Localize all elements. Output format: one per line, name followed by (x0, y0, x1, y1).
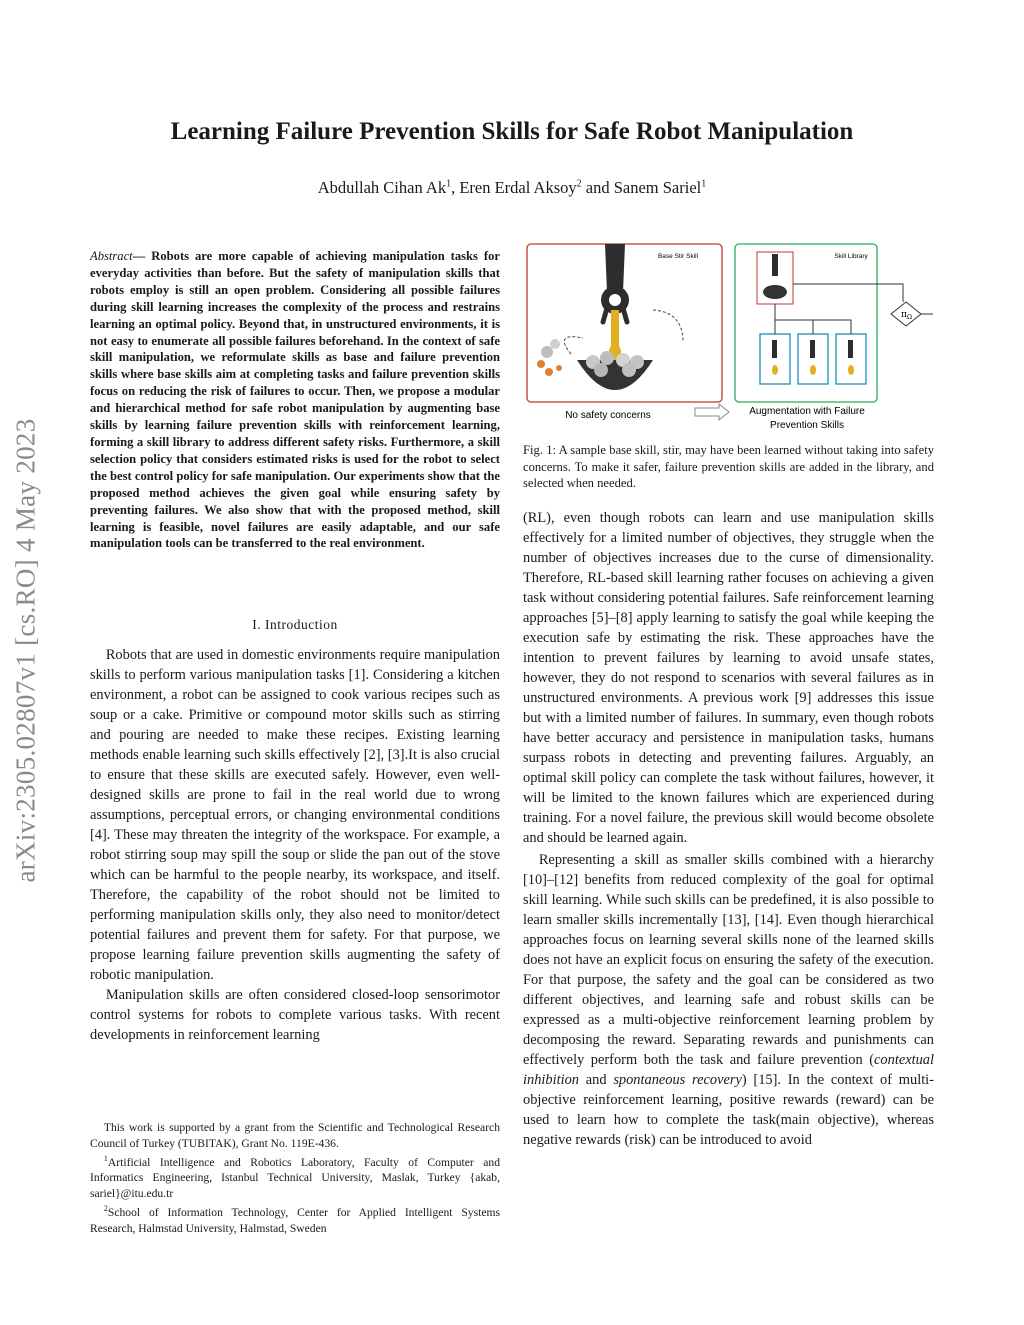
author-name: Eren Erdal Aksoy (459, 178, 577, 197)
body-paragraph (523, 850, 934, 1150)
abstract-dash: — (132, 249, 152, 263)
skill-library-label: Skill Library (834, 253, 868, 260)
author-list (0, 178, 1024, 198)
author-separator: , (451, 178, 460, 197)
figure-1 (523, 242, 935, 434)
abstract-text: Robots are more capable of achieving manipulation tasks for everyday activities than before. But the safety of manipulation skills that robots employ is still an open problem. Considering all possible failures during skill learning increases the complexity of the process and restrains learning an optimal policy. Beyond that, in unstructured environments, it is not easy to enumerate all possible failures beforehand. In the context of safe skill manipulation, we reformulate skills as base and failure prevention skills where base skills aim at completing tasks and failure prevention skills focus on reducing the risk of failures to occur. Then, we propose a modular and hierarchical method for safe robot manipulation by augmenting base skills by learning failure prevention skills with reinforcement learning, forming a skill library to address different safety risks. Furthermore, a skill selection policy that considers estimated risks is used for the robot to select the best control policy for safe manipulation. Our experiments show that the proposed method achieves the given goal while ensuring safety by preventing failures. We also show that with the proposed method, skill learning is feasible, novel failures are easily adaptable, and our safe manipulation tools can be transferred to the real environment. (90, 249, 500, 551)
spilled-food-icon (537, 339, 562, 376)
paragraph-text: and (578, 1072, 614, 1088)
robot-arm-icon (601, 244, 629, 360)
right-caption-line1: Augmentation with Failure (749, 406, 865, 417)
skill-library-panel (735, 244, 877, 402)
policy-subscript: Ω (907, 314, 912, 321)
arxiv-identifier (6, 350, 46, 950)
author-name: Abdullah Cihan Ak (317, 178, 447, 197)
affiliation-text: School of Information Technology, Center for Applied Intelligent Systems Research, Halmstad University, Halmstad, Sweden (90, 1206, 500, 1235)
right-column-body (523, 508, 934, 1152)
motion-arrow (653, 310, 683, 342)
footnote-mark: 1 (103, 1154, 108, 1163)
author-affiliation-mark: 2 (576, 178, 582, 190)
author-separator: and (581, 178, 614, 197)
author-affiliation-mark: 1 (446, 178, 452, 190)
abstract-label: Abstract (90, 249, 133, 263)
body-paragraph: (RL), even though robots can learn and use manipulation skills effectively for a limited number of objectives, they struggle when the number of objectives increases due to the curse of dimensionality. Therefore, RL-based skill learning rather focuses on achieving a given task without considering potential failures. Safe reinforcement learning approaches [5]–[8] apply learning to satisfy the goal while keeping the execution safe by estimating the risk. These approaches have the intention to prevent failures by learning to avoid unsafe states, however, they do not respond to scenarios with several failures as in unstructured environments. A previous work [9] addresses this issue but with a limited number of failures. In summary, even though robots have better accuracy and persistence in manipulation tasks, humans surpass robots in detecting and preventing failures. Arguably, an optimal skill policy can complete the task without failures, however, it will be limited to the known failures which are experienced during training. For a novel failure, the previous skill would become obsolete and should be learned again. (523, 510, 934, 846)
library-connector (775, 284, 903, 334)
body-paragraph: Manipulation skills are often considered closed-loop sensorimotor control systems for robots to complete various tasks. With recent developments in reinforcement learning (90, 987, 500, 1043)
paragraph-text: ) [15]. In the context of multi-objective reinforcement learning, positive rewards (reward) can be used to learn how to complete the task(main objective), whereas negative rewards (risk) can be introduced to avoid (523, 1072, 934, 1148)
augmentation-arrow (695, 404, 729, 420)
body-paragraph: Robots that are used in domestic environments require manipulation skills to perform various manipulation tasks [1]. Considering a kitchen environment, a robot can be assigned to cook various recipes such as soup or a cake. Primitive or compound motor skills such as stirring and pouring are needed to make these recipes. Existing learning methods enable learning such skills effectively [2], [3].It is also crucial to ensure that these skills are executed safely. However, even well-designed skills are prone to fail in the real world due to wrong assumptions, perceptual errors, or changing environmental conditions [4]. These may threaten the integrity of the workspace. For example, a robot stirring soup may spill the soup or slide the pan out of the stove which can be harmful to the people nearby, its workspace, and itself. Therefore, the capability of the robot should not be limited to performing manipulation skills only, they also need to monitor/detect potential failures and prevent them for safety. For that purpose, we propose learning failure prevention skills augmenting the safety of robotic manipulation. (90, 647, 500, 983)
funding-footnote: This work is supported by a grant from the Scientific and Technological Research Council of Turkey (TUBITAK), Grant No. 119E-436. (90, 1121, 500, 1150)
affiliation-footnote (90, 1151, 500, 1201)
left-caption: No safety concerns (565, 410, 651, 421)
footnotes (90, 1120, 500, 1236)
affiliation-footnote (90, 1201, 500, 1236)
spill-arrow (564, 337, 583, 354)
right-caption-line2: Prevention Skills (770, 420, 844, 431)
affiliation-text: Artificial Intelligence and Robotics Laboratory, Faculty of Computer and Informatics Engineering, Istanbul Technical University, Maslak, Turkey {akab, sariel}@itu.edu.tr (90, 1155, 500, 1200)
section-heading-introduction: I. Introduction (252, 617, 338, 632)
footnote-mark: 2 (103, 1204, 108, 1214)
left-column-body (90, 645, 500, 1045)
base-skill-label: Base Stir Skill (657, 253, 699, 260)
author-name: Sanem Sariel (613, 178, 702, 197)
emphasis-term: spontaneous recovery (613, 1072, 742, 1088)
paragraph-text: Representing a skill as smaller skills combined with a hierarchy [10]–[12] benefits from reduced complexity of the goal for optimal skill learning. While such skills can be predefined, it is also possible to learn smaller skills incrementally [13], [14]. Even though hierarchical approaches focus on learning several skills none of the learned skills does not have an explicit focus on ensuring the safety of the execution. For that purpose, the safety and the goal can be considered as two different objectives, and learning safe and robust skills can be expressed as a multi-objective reinforcement learning problem by decomposing the reward. Separating rewards and punishments can effectively perform both the task and failure prevention ( (523, 852, 934, 1068)
emphasis-term: contextual inhibition (523, 1052, 934, 1088)
author-affiliation-mark: 1 (701, 178, 707, 190)
policy-symbol: π (901, 310, 907, 320)
figure-1-diagram (523, 242, 935, 434)
abstract (90, 248, 500, 552)
paper-title: Learning Failure Prevention Skills for Safe Robot Manipulation (170, 118, 854, 145)
figure-caption: Fig. 1: A sample base skill, stir, may have been learned without taking into safety concerns. To make it safer, failure prevention skills are added in the library, and selected when needed. (523, 443, 934, 490)
arxiv-identifier-text: arXiv:2305.02807v1 [cs.RO] 4 May 2023 (10, 417, 41, 883)
